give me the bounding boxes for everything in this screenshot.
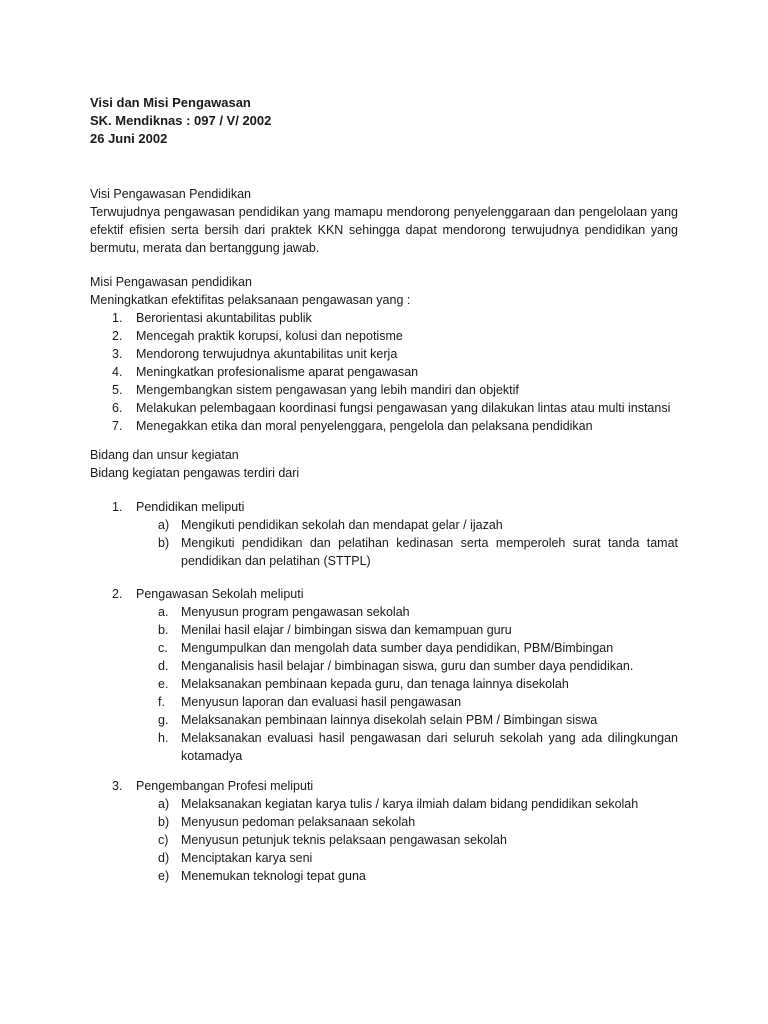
bidang-group-pendidikan (90, 498, 678, 570)
bidang-heading: Bidang dan unsur kegiatan (90, 448, 239, 462)
document-header (90, 94, 678, 148)
bidang-intro: Bidang kegiatan pengawas terdiri dari (90, 466, 300, 480)
bidang-group-profesi (90, 777, 678, 885)
decree-number: SK. Mendiknas : 097 / V/ 2002 (90, 113, 272, 128)
list-item: 6. Melakukan pelembagaan koordinasi fungsi pengawasan yang dilakukan lintas atau multi instansi (112, 401, 671, 415)
misi-intro: Meningkatkan efektifitas pelaksanaan pengawasan yang : (90, 293, 411, 307)
list-item: g. Melaksanakan pembinaan lainnya disekolah selain PBM / Bimbingan siswa (158, 713, 598, 727)
list-item: e. Melaksanakan pembinaan kepada guru, dan tenaga lainnya disekolah (158, 677, 569, 691)
misi-list (90, 309, 678, 435)
list-item: e) Menemukan teknologi tepat guna (158, 869, 366, 883)
list-item: 2. Mencegah praktik korupsi, kolusi dan nepotisme (112, 329, 403, 343)
group-title: 2. Pengawasan Sekolah meliputi (112, 587, 304, 601)
group-items (90, 516, 678, 570)
group-items (90, 603, 678, 765)
list-item: h. Melaksanakan evaluasi hasil pengawasan dari seluruh sekolah yang ada dilingkungan kotamadya (158, 731, 678, 763)
list-item: 5. Mengembangkan sistem pengawasan yang lebih mandiri dan objektif (112, 383, 519, 397)
list-item: d. Menganalisis hasil belajar / bimbinagan siswa, guru dan sumber daya pendidikan. (158, 659, 634, 673)
list-item: b) Menyusun pedoman pelaksanaan sekolah (158, 815, 416, 829)
list-item: 7. Menegakkan etika dan moral penyelenggara, pengelola dan pelaksana pendidikan (112, 419, 593, 433)
list-item: a) Mengikuti pendidikan sekolah dan mendapat gelar / ijazah (158, 518, 503, 532)
group-title: 3. Pengembangan Profesi meliputi (112, 779, 314, 793)
list-item: c) Menyusun petunjuk teknis pelaksaan pengawasan sekolah (158, 833, 507, 847)
list-item: b) Mengikuti pendidikan dan pelatihan kedinasan serta memperoleh surat tanda tamat pendidikan dan pelatihan (STTPL) (158, 536, 678, 568)
list-item: c. Mengumpulkan dan mengolah data sumber daya pendidikan, PBM/Bimbingan (158, 641, 614, 655)
decree-date: 26 Juni 2002 (90, 131, 168, 146)
misi-heading: Misi Pengawasan pendidikan (90, 275, 252, 289)
group-title: 1. Pendidikan meliputi (112, 500, 245, 514)
list-item: a) Melaksanakan kegiatan karya tulis / karya ilmiah dalam bidang pendidikan sekolah (158, 797, 639, 811)
list-item: b. Menilai hasil elajar / bimbingan siswa dan kemampuan guru (158, 623, 512, 637)
list-item: d) Menciptakan karya seni (158, 851, 313, 865)
visi-heading: Visi Pengawasan Pendidikan (90, 187, 251, 201)
misi-section (90, 273, 678, 435)
list-item: 4. Meningkatkan profesionalisme aparat pengawasan (112, 365, 419, 379)
document-title: Visi dan Misi Pengawasan (90, 95, 251, 110)
list-item: f. Menyusun laporan dan evaluasi hasil pengawasan (158, 695, 462, 709)
visi-section (90, 185, 678, 257)
list-item: 3. Mendorong terwujudnya akuntabilitas unit kerja (112, 347, 398, 361)
group-items (90, 795, 678, 885)
list-item: a. Menyusun program pengawasan sekolah (158, 605, 410, 619)
bidang-section (90, 446, 678, 482)
visi-body: Terwujudnya pengawasan pendidikan yang mamapu mendorong penyelenggaraan dan pengelolaan yang efektif efisien serta bersih dari praktek KKN sehingga dapat mendorong terwujudnya pendidikan yang bermutu, merata dan bertanggung jawab. (90, 205, 678, 255)
bidang-group-pengawasan (90, 585, 678, 765)
list-item: 1. Berorientasi akuntabilitas publik (112, 311, 312, 325)
